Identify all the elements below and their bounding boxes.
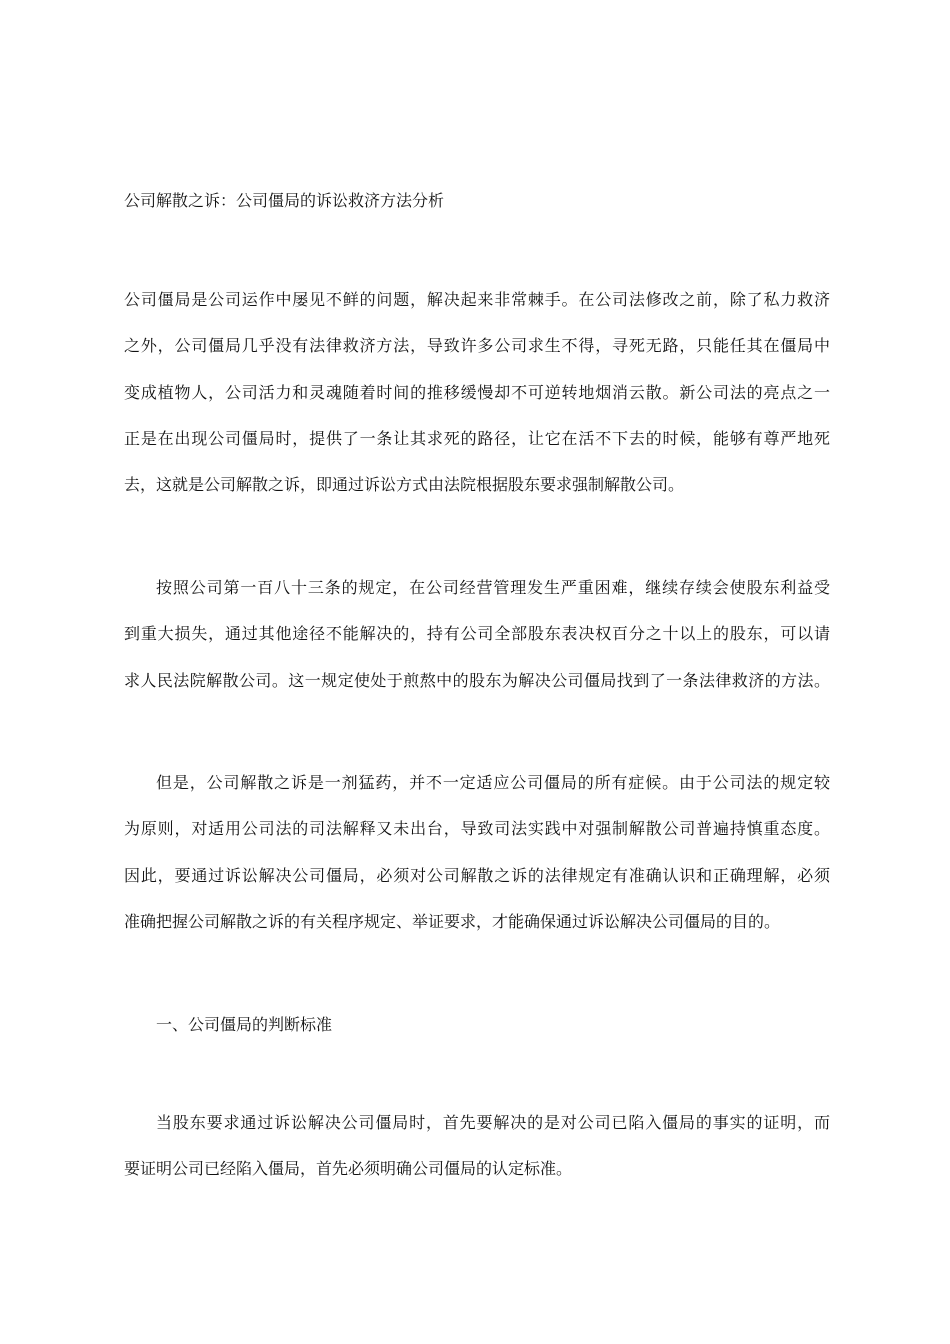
document-title: 公司解散之诉：公司僵局的诉讼救济方法分析	[124, 191, 445, 210]
paragraph-line: 为原则，对适用公司法的司法解释又未出台，导致司法实践中对强制解散公司普遍持慎重态度。	[124, 819, 830, 838]
paragraph-line: 要证明公司已经陷入僵局，首先必须明确公司僵局的认定标准。	[124, 1159, 573, 1178]
paragraph-line: 准确把握公司解散之诉的有关程序规定、举证要求，才能确保通过诉讼解决公司僵局的目的。	[124, 912, 781, 931]
paragraph-line: 当股东要求通过诉讼解决公司僵局时，首先要解决的是对公司已陷入僵局的事实的证明，而	[156, 1113, 830, 1132]
paragraph-line: 去，这就是公司解散之诉，即通过诉讼方式由法院根据股东要求强制解散公司。	[124, 475, 685, 494]
section-heading: 一、公司僵局的判断标准	[156, 1015, 333, 1034]
paragraph-line: 因此，要通过诉讼解决公司僵局，必须对公司解散之诉的法律规定有准确认识和正确理解，必须	[124, 866, 830, 885]
paragraph-line: 但是，公司解散之诉是一剂猛药，并不一定适应公司僵局的所有症候。由于公司法的规定较	[156, 773, 830, 792]
paragraph-line: 公司僵局是公司运作中屡见不鲜的问题，解决起来非常棘手。在公司法修改之前，除了私力救济	[124, 290, 830, 309]
paragraph-line: 按照公司第一百八十三条的规定，在公司经营管理发生严重困难，继续存续会使股东利益受	[156, 578, 830, 597]
paragraph-line: 变成植物人，公司活力和灵魂随着时间的推移缓慢却不可逆转地烟消云散。新公司法的亮点之一	[124, 383, 830, 402]
paragraph-line: 正是在出现公司僵局时，提供了一条让其求死的路径，让它在活不下去的时候，能够有尊严地死	[124, 429, 830, 448]
paragraph-line: 之外，公司僵局几乎没有法律救济方法，导致许多公司求生不得，寻死无路，只能任其在僵局中	[124, 336, 830, 355]
paragraph-line: 到重大损失，通过其他途径不能解决的，持有公司全部股东表决权百分之十以上的股东，可以请	[124, 624, 830, 643]
paragraph-line: 求人民法院解散公司。这一规定使处于煎熬中的股东为解决公司僵局找到了一条法律救济的方法。	[124, 671, 830, 690]
